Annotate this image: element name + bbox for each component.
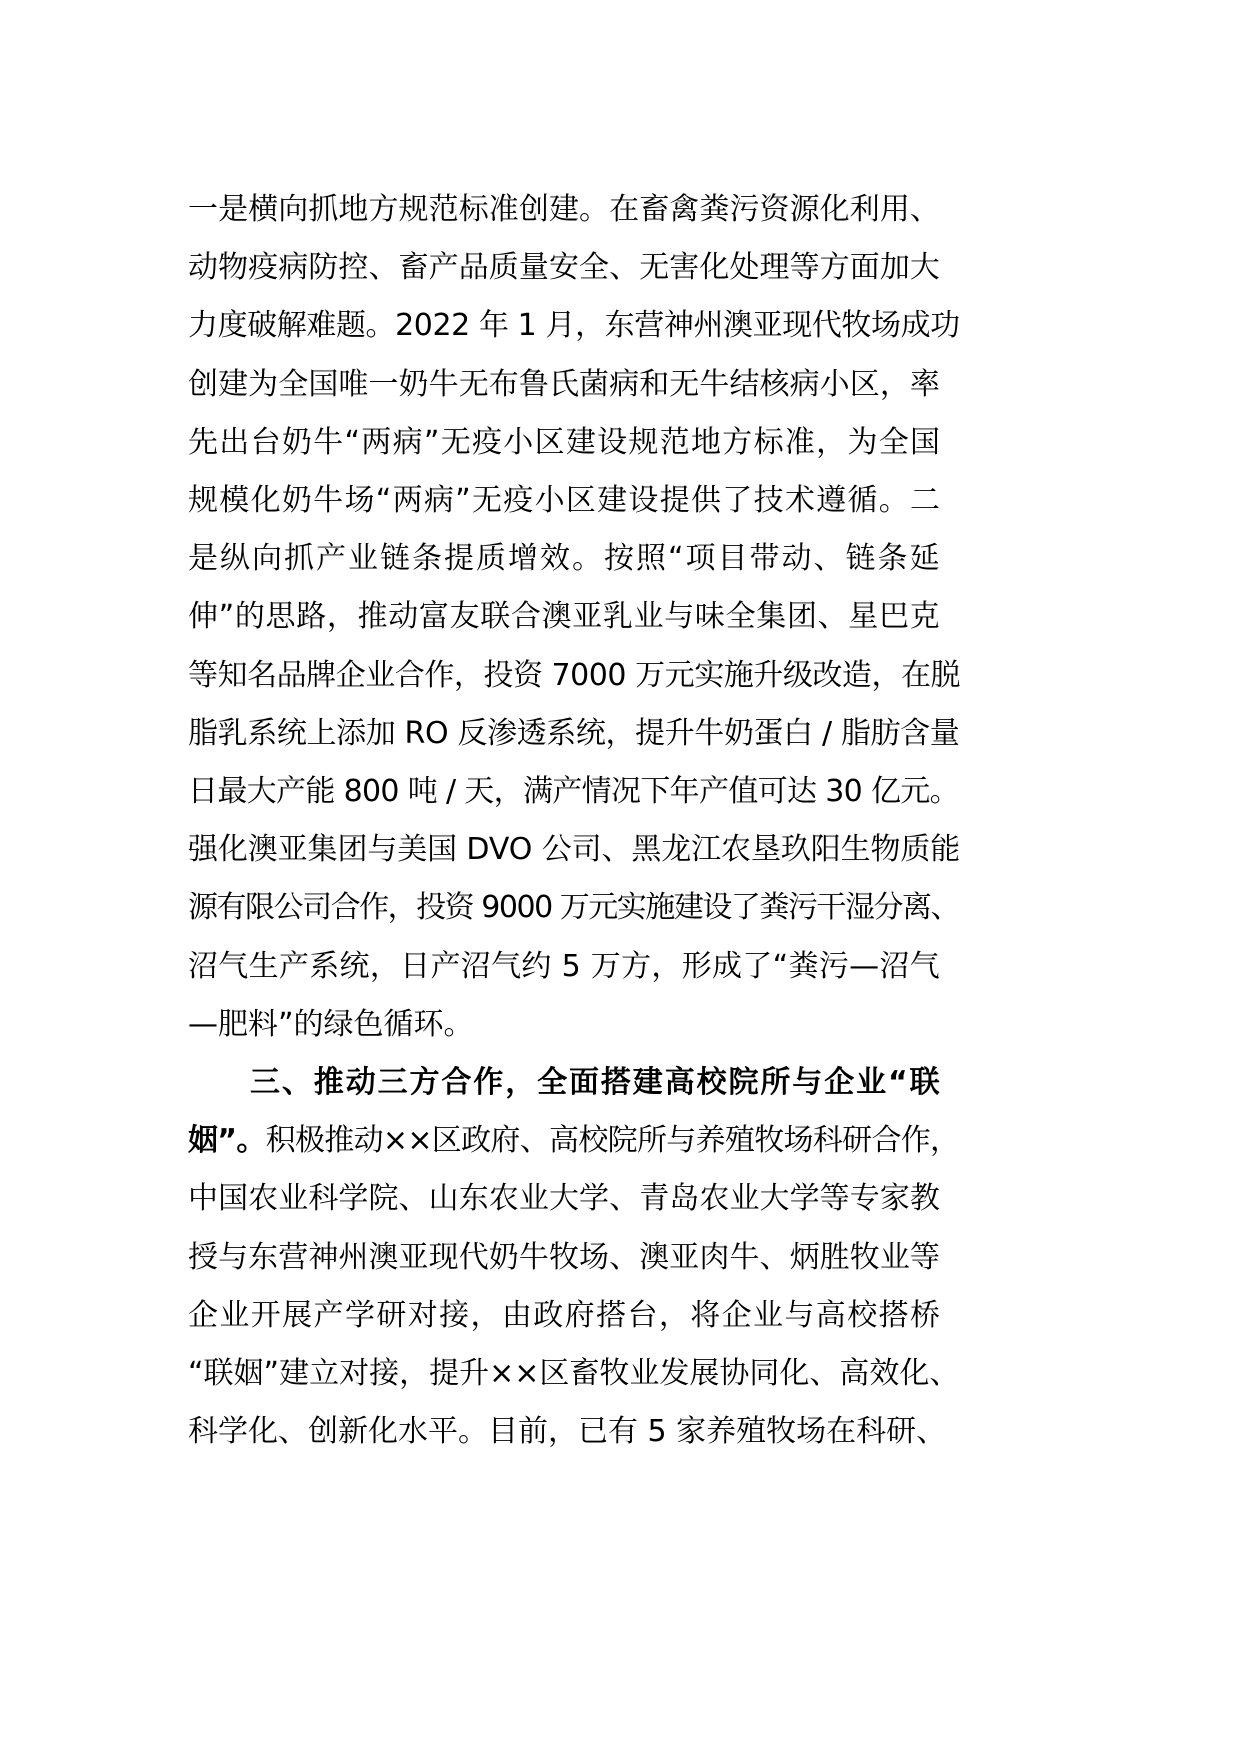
text-segment: 伸”的思路，推动富友联合澳亚乳业与味全集团、星巴克: [188, 599, 941, 635]
text-line: [188, 654, 960, 698]
text-segment: 力度破解难题。2022 年 1 月，东营神州澳亚现代牧场成功: [188, 308, 960, 344]
text-segment: 日最大产能 800 吨 / 天，满产情况下年产值可达 30 亿元。: [188, 774, 959, 809]
text-segment: 创建为全国唯一奶牛无布鲁氏菌病和无牛结核病小区，率: [188, 366, 940, 402]
text-line: [188, 1410, 946, 1454]
text-segment: 沼气生产系统，日产沼气约 5 万方，形成了“粪污—沼气: [188, 948, 941, 984]
text-segment: 先出台奶牛“两病”无疫小区建设规范地方标准，为全国: [188, 424, 942, 460]
text-segment: 是纵向抓产业链条提质增效。按照“项目带动、链条延: [188, 541, 942, 577]
text-line: [188, 246, 940, 290]
text-segment: “联姻”建立对接，提升××区畜牧业发展协同化、高效化、: [188, 1356, 960, 1391]
text-line: [188, 770, 959, 814]
text-line: [250, 1061, 942, 1105]
bold-text-segment: 姻”。: [188, 1123, 266, 1159]
text-line: [188, 304, 960, 348]
text-line: [188, 188, 940, 232]
text-line: [188, 537, 942, 581]
text-segment: 强化澳亚集团与美国 DVO 公司、黑龙江农垦玖阳生物质能: [188, 832, 961, 868]
text-line: [188, 1236, 940, 1280]
text-line: [188, 828, 960, 872]
text-line: [188, 1294, 941, 1338]
text-segment: 积极推动××区政府、高校院所与养殖牧场科研合作，: [265, 1123, 960, 1159]
text-segment: 规模化奶牛场“两病”无疫小区建设提供了技术遵循。二: [188, 483, 942, 518]
text-line: [188, 1003, 474, 1047]
text-segment: 中国农业科学院、山东农业大学、青岛农业大学等专家教: [188, 1181, 940, 1217]
text-line: [188, 595, 940, 639]
text-line: [188, 1352, 959, 1396]
text-segment: 脂乳系统上添加 RO 反渗透系统，提升牛奶蛋白 / 脂肪含量: [188, 715, 960, 751]
text-line: [188, 1119, 959, 1163]
text-line: [188, 363, 940, 407]
text-segment: 一是横向抓地方规范标准创建。在畜禽粪污资源化利用、: [188, 192, 940, 227]
text-segment: 授与东营神州澳亚现代奶牛牧场、澳亚肉牛、炳胜牧业等: [188, 1239, 940, 1275]
text-line: [188, 886, 959, 930]
text-line: [188, 421, 941, 465]
text-segment: 等知名品牌企业合作，投资 7000 万元实施升级改造，在脱: [188, 657, 961, 693]
bold-text-segment: 三、推动三方合作，全面搭建高校院所与企业“联: [250, 1065, 942, 1100]
text-line: [188, 712, 959, 756]
text-line: [188, 479, 941, 523]
text-segment: 动物疫病防控、畜产品质量安全、无害化处理等方面加大: [188, 250, 940, 286]
text-line: [188, 945, 940, 989]
text-segment: 企业开展产学研对接，由政府搭台，将企业与高校搭桥: [188, 1297, 942, 1333]
text-line: [188, 1177, 940, 1221]
text-segment: 源有限公司合作，投资 9000 万元实施建设了粪污干湿分离、: [188, 890, 960, 926]
text-segment: 科学化、创新化水平。目前，已有 5 家养殖牧场在科研、: [188, 1414, 947, 1450]
text-segment: —肥料”的绿色循环。: [188, 1006, 474, 1042]
